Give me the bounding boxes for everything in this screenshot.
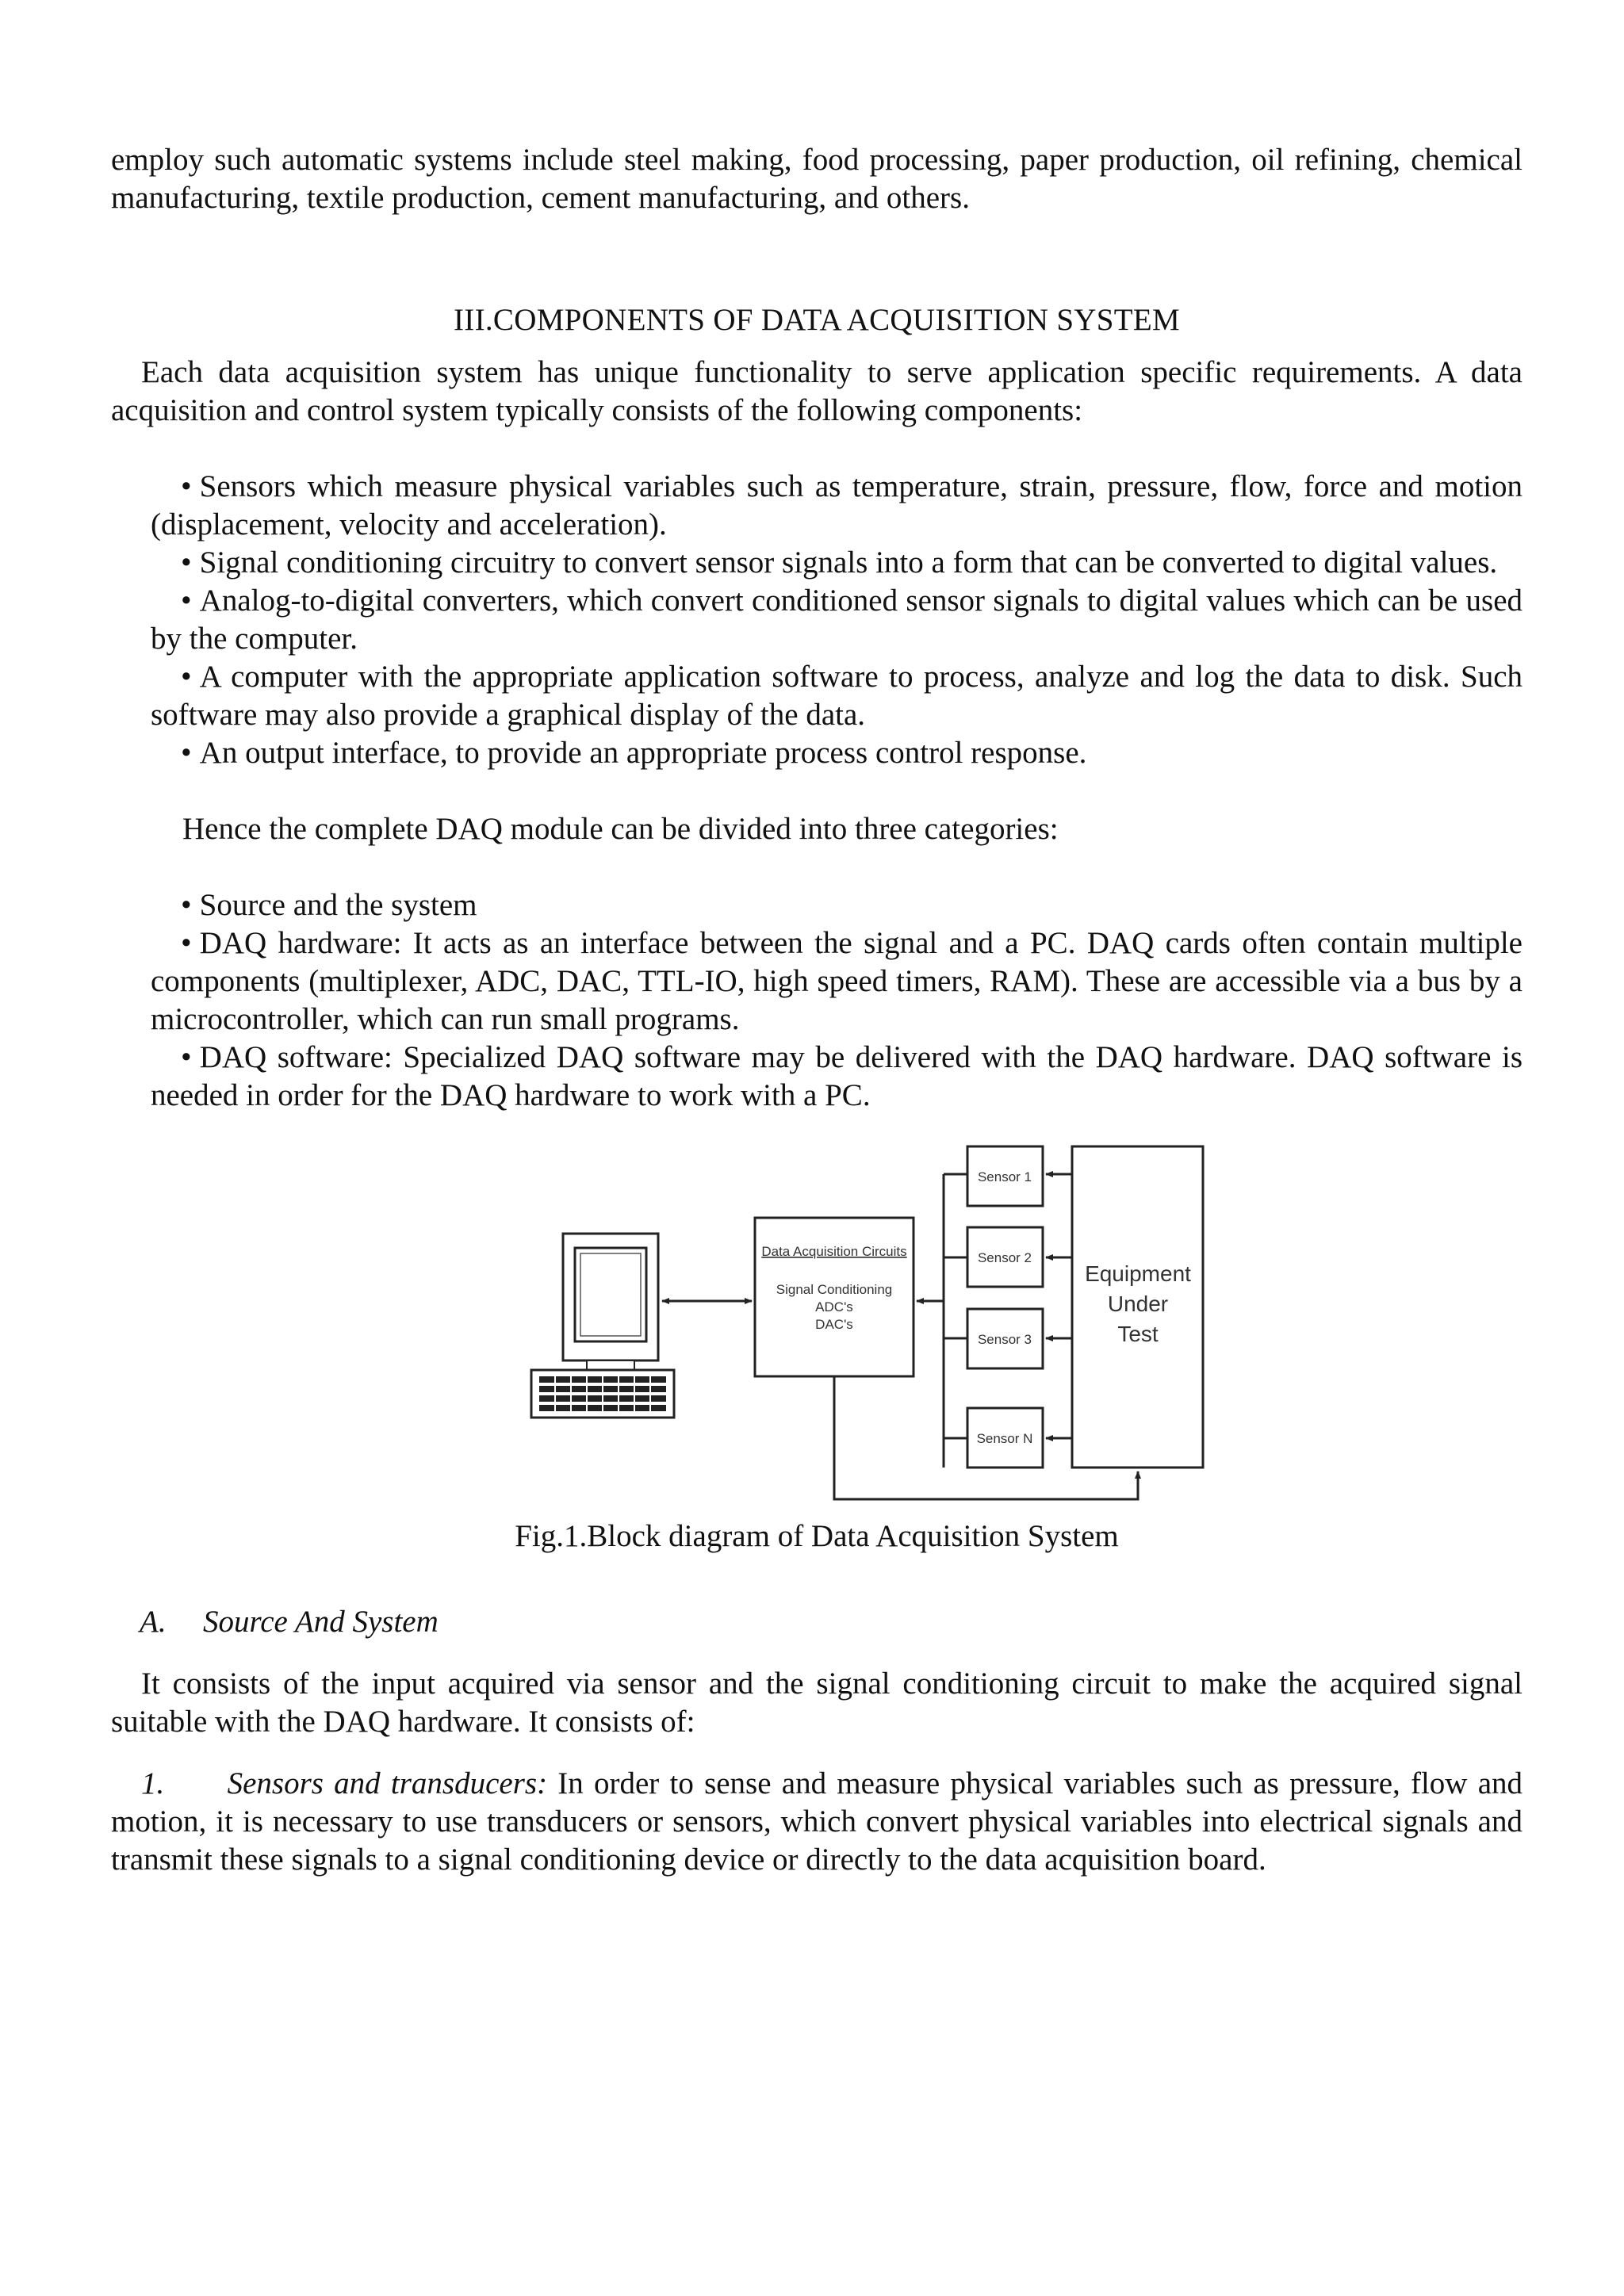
document-page: [111, 141, 1522, 1879]
bullet-icon: •: [181, 888, 192, 922]
bullet-icon: •: [181, 469, 192, 503]
sensor-label: Sensor 3: [977, 1332, 1032, 1347]
list-item: • Analog-to-digital converters, which convert conditioned sensor signals to digital values which can be used by the computer.: [151, 584, 1522, 656]
bullet-icon: •: [181, 660, 192, 694]
block-diagram: [111, 1138, 1522, 1511]
subsection-paragraph: It consists of the input acquired via sensor and the signal conditioning circuit to make the acquired signal suitable with the DAQ hardware. It consists of:: [111, 1667, 1522, 1739]
equipment-label: Equipment: [1085, 1261, 1191, 1286]
subsection-heading: [140, 1603, 1522, 1641]
circuit-line: ADC's: [815, 1299, 853, 1314]
sensor-label: Sensor N: [976, 1431, 1033, 1446]
circuit-line: Signal Conditioning: [776, 1282, 893, 1297]
figure-caption: Fig.1.Block diagram of Data Acquisition System: [515, 1519, 1119, 1553]
list-item: • A computer with the appropriate application software to process, analyze and log the data to disk. Such software may also provide a graphical display of the data.: [151, 660, 1522, 732]
section-intro-paragraph: Each data acquisition system has unique functionality to serve application specific requirements. A data acquisition and control system typically consists of the following components:: [111, 355, 1522, 427]
sensor-label: Sensor 2: [977, 1250, 1032, 1265]
section-heading: III.COMPONENTS OF DATA ACQUISITION SYSTEM: [454, 303, 1180, 337]
item-text: In order to sense and measure physical variables such as pressure, flow and motion, it is necessary to use transducers or sensors, which convert physical variables into electrical signals and transmit these signals to a signal conditioning device or directly to the data acquisition board.: [111, 1766, 1523, 1877]
item-term: Sensors and transducers:: [227, 1766, 548, 1800]
subsection-title: Source And System: [203, 1605, 439, 1639]
list-item: • Sensors which measure physical variables such as temperature, strain, pressure, flow, force and motion (displacement, velocity and acceleration).: [151, 469, 1522, 541]
item-number: 1.: [141, 1766, 165, 1800]
equipment-label: Test: [1117, 1322, 1159, 1346]
bullet-icon: •: [181, 1040, 192, 1074]
sensor-boxes: [967, 1146, 1043, 1468]
equipment-label: Under: [1107, 1292, 1169, 1316]
categories-list: [111, 886, 1522, 1115]
bullet-icon: •: [181, 926, 192, 960]
daq-circuit-box: [755, 1218, 914, 1376]
list-item: • DAQ software: Specialized DAQ software may be delivered with the DAQ hardware. DAQ software is needed in order for the DAQ hardware to work with a PC.: [151, 1040, 1522, 1112]
intro-paragraph: employ such automatic systems include steel making, food processing, paper production, oil refining, chemical manufacturing, textile production, cement manufacturing, and others.: [111, 143, 1522, 215]
block-diagram-svg: [111, 1138, 1522, 1511]
subsection-label: A.: [140, 1605, 167, 1639]
components-list: [111, 468, 1522, 772]
sensor-label: Sensor 1: [977, 1169, 1032, 1184]
list-item: • Source and the system: [181, 888, 477, 922]
bullet-icon: •: [181, 545, 192, 580]
numbered-paragraph: [111, 1765, 1522, 1879]
list-item: • Signal conditioning circuitry to convert sensor signals into a form that can be converted to digital values.: [181, 545, 1498, 580]
categories-intro: Hence the complete DAQ module can be divided into three categories:: [182, 812, 1059, 846]
bullet-icon: •: [181, 736, 192, 770]
bullet-icon: •: [181, 584, 192, 618]
circuit-line: DAC's: [815, 1317, 853, 1332]
daq-circuit-title: Data Acquisition Circuits: [761, 1244, 907, 1259]
list-item: • DAQ hardware: It acts as an interface between the signal and a PC. DAQ cards often contain multiple components (multiplexer, ADC, DAC, TTL-IO, high speed timers, RAM). These are accessible via a bus by a microcontroller, which can run small programs.: [151, 926, 1522, 1036]
list-item: • An output interface, to provide an appropriate process control response.: [181, 736, 1087, 770]
computer-icon: [531, 1234, 674, 1418]
